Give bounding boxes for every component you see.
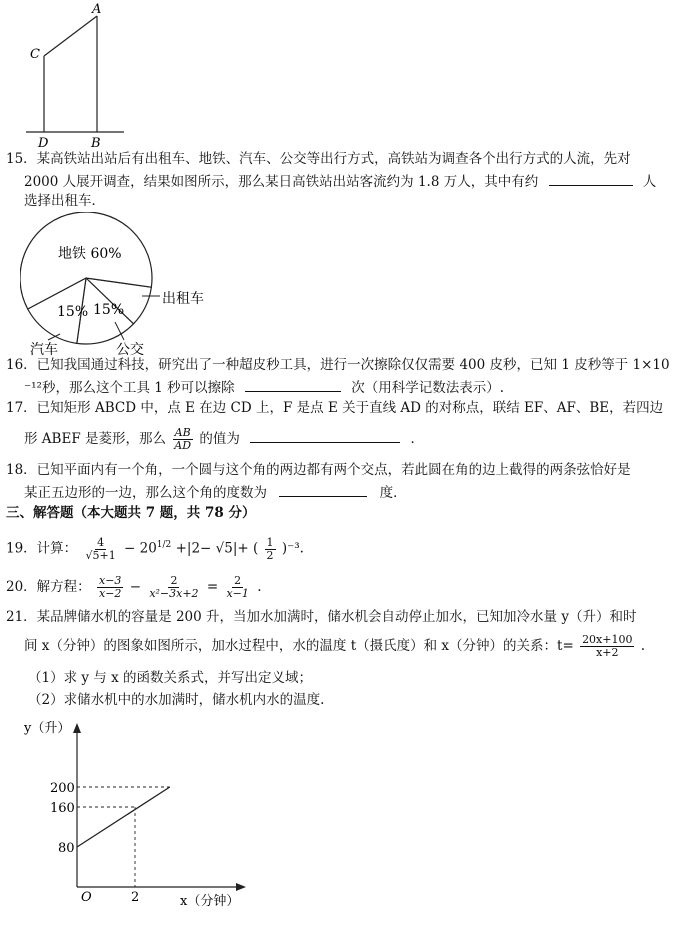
graph-tick-x2: 2 <box>131 890 140 905</box>
point-a-label: A <box>92 2 102 17</box>
pie-label-bus: 公交 <box>116 342 144 358</box>
q20-end: . <box>257 579 262 595</box>
q15-answer-blank[interactable] <box>549 171 633 186</box>
graph-tick-160: 160 <box>50 801 75 816</box>
q16-answer-blank[interactable] <box>245 377 341 392</box>
q20-minus: − <box>129 579 142 595</box>
segment-ca <box>44 16 97 56</box>
pie-label-taxi: 出租车 <box>162 291 204 307</box>
graph-y-arrow <box>73 723 81 733</box>
point-c-label: C <box>30 47 40 62</box>
q19-part4: )⁻³. <box>281 540 304 557</box>
q19-prefix: 19．计算： <box>6 540 78 557</box>
graph-tick-200: 200 <box>50 781 75 796</box>
q18-line2 <box>24 482 407 503</box>
pie-label-car-pct: 15% <box>57 304 89 320</box>
q21-fraction <box>580 634 634 659</box>
q20-frac-b <box>147 575 200 600</box>
q19-frac1-num: 4 <box>97 535 105 549</box>
q16-line1: 16．已知我国通过科技，研究出了一种超皮秒工具，进行一次擦除仅仅需要 400 皮秒，已知 1 皮秒等于 1×10 <box>6 357 670 373</box>
pie-label-bus-pct: 15% <box>93 302 125 318</box>
q17-text-mid: 的值为 <box>199 431 240 447</box>
q20-frac-c <box>224 575 250 600</box>
point-b-label: B <box>91 136 101 150</box>
q17-frac-den: AD <box>174 439 192 452</box>
q20-equals: = <box>206 579 219 595</box>
graph-y-label: y（升） <box>24 721 71 736</box>
q20-prefix: 20．解方程： <box>6 579 91 595</box>
q17-frac-num: AB <box>174 426 191 439</box>
q20-frac-a-den: x−2 <box>98 587 122 600</box>
q17-line1: 17．已知矩形 ABCD 中，点 E 在边 CD 上，F 是点 E 关于直线 AD 的对称点，联结 EF、AF、BE，若四边 <box>6 400 664 416</box>
q15-line3: 选择出租车． <box>24 193 105 209</box>
q18-answer-blank[interactable] <box>279 482 367 497</box>
q17-text: 形 ABEF 是菱形，那么 <box>24 431 166 447</box>
q19-frac2-den: 2 <box>266 548 274 562</box>
q17-text-end: ． <box>410 431 424 447</box>
q15-line1: 15．某高铁站出站后有出租车、地铁、汽车、公交等出行方式，高铁站为调查各个出行方式的人流，先对 <box>6 151 631 167</box>
q20-frac-c-num: 2 <box>234 574 242 587</box>
q19-line <box>6 528 304 566</box>
q18-line1: 18．已知平面内有一个角，一个圆与这个角的两边都有两个交点，若此圆在角的边上截得的两条弦恰好是 <box>6 462 631 478</box>
q20-frac-c-den: x−1 <box>226 587 249 600</box>
q18-text: 某正五边形的一边，那么这个角的度数为 <box>24 485 267 501</box>
q21-sub1: （1）求 y 与 x 的函数关系式，并写出定义域； <box>28 670 312 686</box>
q21-text-end: . <box>640 638 646 654</box>
q19-part3: +|2− √5|+ ( <box>175 540 259 557</box>
q18-text-end: 度． <box>379 485 407 501</box>
q15-text: 2000 人展开调查，结果如图所示，那么某日高铁站出站客流约为 1.8 万人，其中有约 <box>24 174 539 190</box>
q21-frac-den: x+2 <box>596 646 619 659</box>
q15-text-end: 人 <box>642 174 657 190</box>
q17-answer-blank[interactable] <box>250 428 400 443</box>
q19-frac1 <box>83 537 117 562</box>
q19-exponent: 1/2 <box>156 540 172 550</box>
pie-label-car: 汽车 <box>30 342 58 358</box>
q16-line2 <box>24 377 504 398</box>
point-d-label: D <box>38 136 49 150</box>
q21-sub2: （2）求储水机中的水加满时，储水机内水的温度. <box>28 692 325 708</box>
section-3-title: 三、解答题（本大题共 7 题，共 78 分） <box>6 505 256 521</box>
q19-frac2-num: 1 <box>266 535 274 549</box>
q16-text: ⁻¹²秒，那么这个工具 1 秒可以擦除 <box>24 380 235 396</box>
q20-line <box>6 570 261 604</box>
graph-x-arrow <box>236 883 246 891</box>
graph-origin-label: O <box>81 890 92 905</box>
q20-frac-b-num: 2 <box>170 574 178 587</box>
q21-text: 间 x（分钟）的图象如图所示，加水过程中，水的温度 t（摄氏度）和 x（分钟）的关系：t= <box>24 638 574 654</box>
q20-frac-a-num: x−3 <box>98 574 122 587</box>
q16-text-end: 次（用科学记数法表示）. <box>351 380 505 396</box>
q20-frac-a <box>97 575 123 600</box>
q21-graph <box>14 715 254 919</box>
q20-frac-b-den: x²−3x+2 <box>149 587 199 600</box>
q17-line2 <box>24 424 424 454</box>
graph-tick-80: 80 <box>58 841 75 856</box>
q17-fraction <box>172 427 193 452</box>
pie-label-metro: 地铁 60% <box>58 246 122 262</box>
q21-line1: 21．某品牌储水机的容量是 200 升，当加水加满时，储水机会自动停止加水，已知加冷水量 y（升）和时 <box>6 609 637 625</box>
q19-part2: − 20 <box>124 540 157 557</box>
graph-x-label: x（分钟） <box>180 894 240 909</box>
pie-chart <box>20 212 220 360</box>
q21-frac-num: 20x+100 <box>582 633 633 646</box>
q21-line2 <box>24 630 645 662</box>
q19-frac1-den: √5+1 <box>85 548 116 562</box>
q14-figure <box>20 0 130 150</box>
graph-function-line <box>77 787 170 847</box>
q19-frac2 <box>265 537 276 562</box>
q15-line2 <box>24 171 656 192</box>
